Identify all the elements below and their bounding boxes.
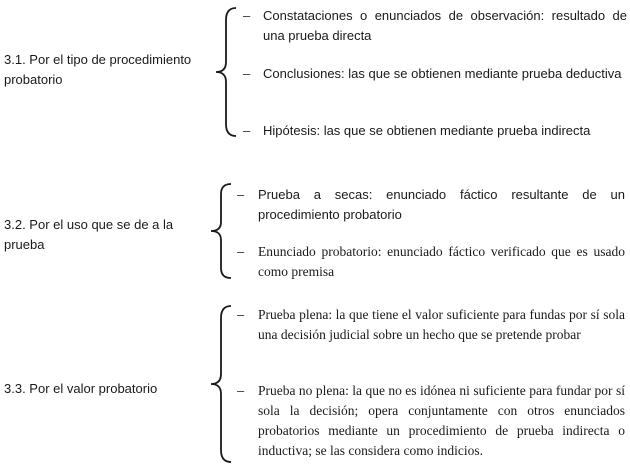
section-2-label: 3.2. Por el uso que se de a la prueba (4, 217, 174, 252)
section-2-brace (205, 182, 235, 280)
section-1-item-2-dash: – (243, 66, 251, 81)
section-2-item-1: Prueba a secas: enunciado fáctico resultante de un procedimiento probatorio (258, 187, 625, 222)
section-2-item-1-dash: – (237, 187, 245, 202)
section-3-item-1: Prueba plena: la que tiene el valor suficiente para fundas por sí sola una decisión judicial sobre un hecho que se pretende probar (258, 307, 625, 342)
section-2-item-2: Enunciado probatorio: enunciado fáctico verificado que es usado como premisa (258, 244, 625, 279)
section-3-label: 3.3. Por el valor probatorio (4, 381, 158, 396)
section-3-item-1-dash: – (237, 307, 245, 322)
section-3-brace (205, 304, 235, 464)
section-1-item-1-dash: – (243, 8, 251, 23)
section-1-item-1: Constataciones o enunciados de observación: resultado de una prueba directa (263, 8, 627, 43)
section-1-brace (210, 6, 240, 138)
section-1-item-3: Hipótesis: las que se obtienen mediante prueba indirecta (263, 123, 591, 138)
section-2-item-2-dash: – (237, 244, 245, 259)
section-1-label: 3.1. Por el tipo de procedimiento probatorio (4, 52, 192, 87)
section-1-item-3-dash: – (243, 123, 251, 138)
section-1-item-2: Conclusiones: las que se obtienen mediante prueba deductiva (263, 66, 622, 81)
section-3-item-2: Prueba no plena: la que no es idónea ni suficiente para fundar por sí sola la decisión; opera conjuntamente con otros enunciados probatorios mediante un procedimiento de prueba indirecta o inductiva; se las considera como indicios. (258, 383, 625, 458)
section-3-item-2-dash: – (237, 383, 245, 398)
